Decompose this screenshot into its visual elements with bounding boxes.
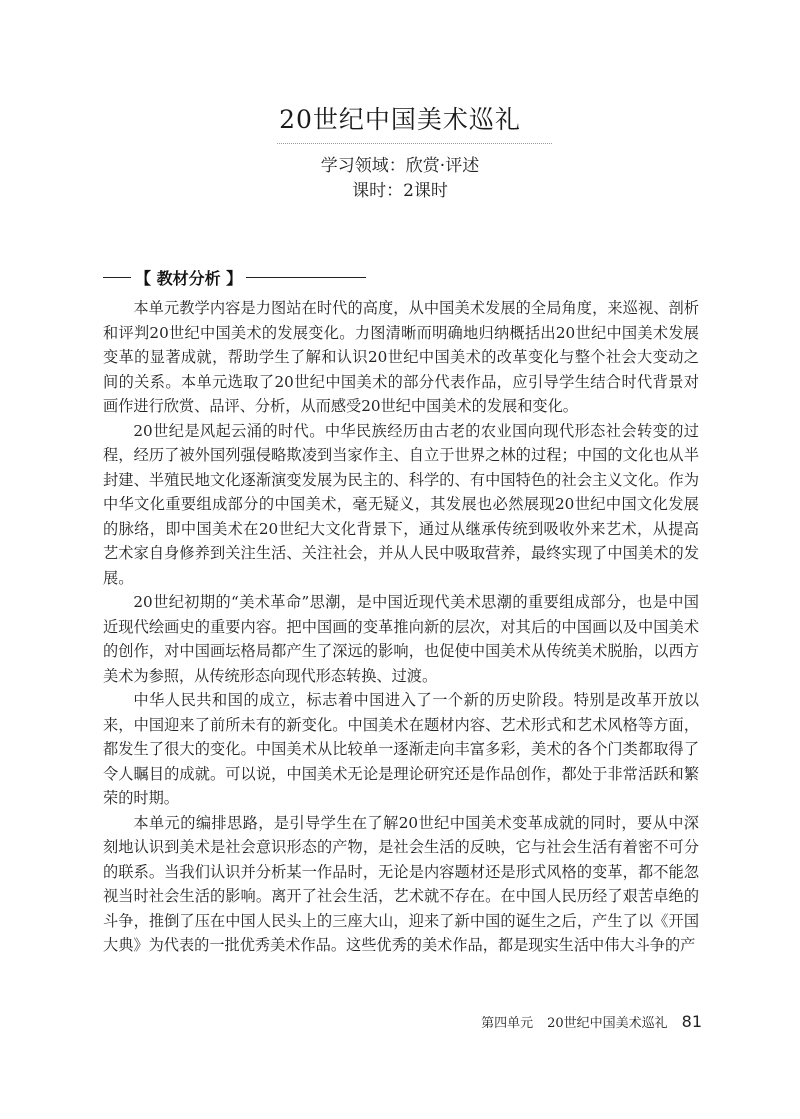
paragraph-5: 本单元的编排思路，是引导学生在了解20世纪中国美术变革成就的同时，要从中深刻地认识到美术是社会意识形态的产物，是社会生活的反映，它与社会生活有着密不可分的联系。当我们认识并分析某一作品时，无论是内容题材还是形式风格的变革，都不能忽视当时社会生活的影响。离开了社会生活，艺术就不存在。在中国人民历经了艰苦卓绝的斗争，推倒了压在中国人民头上的三座大山，迎来了新中国的诞生之后，产生了以《开国大典》为代表的一批优秀美术作品。这些优秀的美术作品，都是现实生活中伟大斗争的产 [103, 813, 699, 954]
body-text [103, 296, 699, 958]
page-footer [481, 1012, 702, 1031]
paragraph-3: 20世纪初期的“美术革命”思潮，是中国近现代美术思潮的重要组成部分，也是中国近现代绘画史的重要内容。把中国画的变革推向新的层次，对其后的中国画以及中国美术的创作，对中国画坛格局都产生了深远的影响，也促使中国美术从传统美术脱胎，以西方美术为参照，从传统形态向现代形态转换、过渡。 [103, 593, 699, 685]
footer-unit: 第四单元 [481, 1016, 534, 1031]
page-title: 20世纪中国美术巡礼 [279, 105, 521, 134]
paragraph-1: 本单元教学内容是力图站在时代的高度，从中国美术发展的全局角度，来巡视、剖析和评判20世纪中国美术的发展变化。力图清晰而明确地归纳概括出20世纪中国美术发展变革的显著成就，帮助学生了解和认识20世纪中国美术的改革变化与整个社会大变动之间的关系。本单元选取了20世纪中国美术的部分代表作品，应引导学生结合时代背景对画作进行欣赏、品评、分析，从而感受20世纪中国美术的发展和变化。 [103, 299, 699, 415]
title-divider [277, 143, 552, 144]
section-heading [103, 264, 366, 290]
section-rule-left [103, 277, 131, 278]
paragraph-4: 中华人民共和国的成立，标志着中国进入了一个新的历史阶段。特别是改革开放以来，中国迎来了前所未有的新变化。中国美术在题材内容、艺术形式和艺术风格等方面，都发生了很大的变化。中国美术从比较单一逐渐走向丰富多彩，美术的各个门类都取得了令人瞩目的成就。可以说，中国美术无论是理论研究还是作品创作，都处于非常活跃和繁荣的时期。 [103, 691, 699, 807]
section-rule-right [246, 277, 366, 278]
section-label: 【 教材分析 】 [135, 268, 243, 288]
paragraph-2: 20世纪是风起云涌的时代。中华民族经历由古老的农业国向现代形态社会转变的过程，经历了被外国列强侵略欺凌到当家作主、自立于世界之林的过程；中国的文化也从半封建、半殖民地文化逐渐演变发展为民主的、科学的、有中国特色的社会主义文化。作为中华文化重要组成部分的中国美术，毫无疑义，其发展也必然展现20世纪中国文化发展的脉络，即中国美术在20世纪大文化背景下，通过从继承传统到吸收外来艺术，从提高艺术家自身修养到关注生活、关注社会，并从人民中吸取营养，最终实现了中国美术的发展。 [103, 421, 699, 587]
learning-field: 学习领域：欣赏·评述 [320, 156, 480, 176]
footer-unit-title: 20世纪中国美术巡礼 [547, 1016, 668, 1031]
page-number: 81 [681, 1012, 702, 1031]
class-hours: 课时：2课时 [352, 181, 448, 201]
